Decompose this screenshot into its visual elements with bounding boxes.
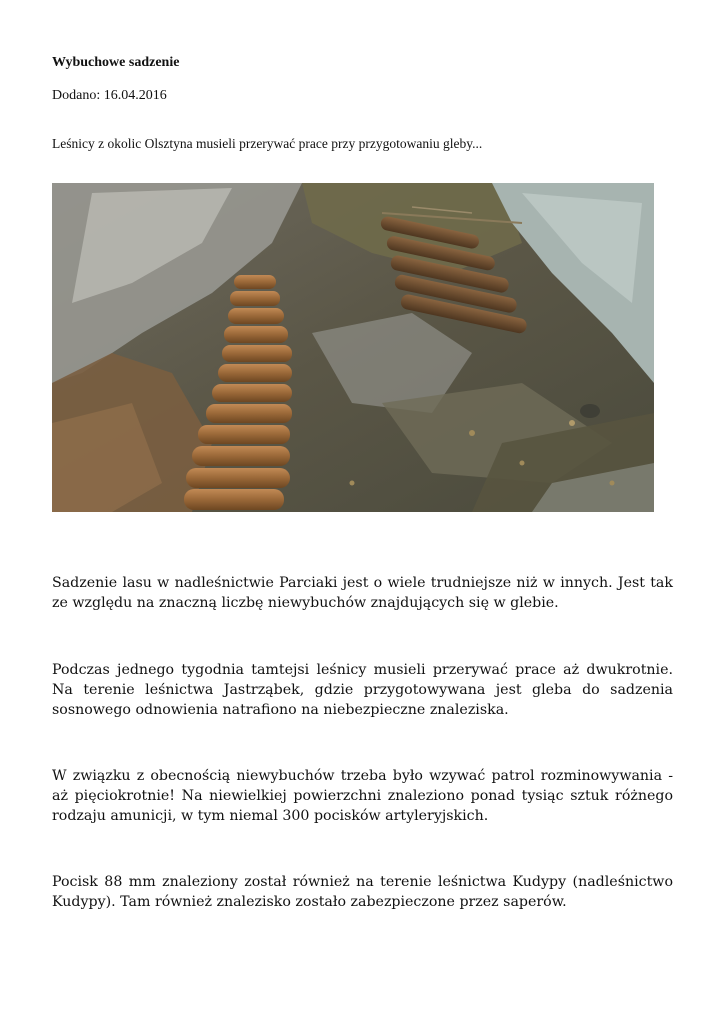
paragraph: Sadzenie lasu w nadleśnictwie Parciaki jest o wiele trudniejsze niż w innych. Jest tak ze względu na znaczną liczbę niewybuchów znajdujących się w glebie. (52, 575, 673, 611)
paragraph: W związku z obecnością niewybuchów trzeba było wzywać patrol rozminowywania - aż pięciokrotnie! Na niewielkiej powierzchni znaleziono ponad tysiąc sztuk różnego rodzaju amunicji, w tym niemal 300 pocisków artyleryjskich. (52, 768, 673, 824)
paragraph: Podczas jednego tygodnia tamtejsi leśnicy musieli przerywać prace aż dwukrotnie. Na terenie leśnictwa Jastrząbek, gdzie przygotowywana jest gleba do sadzenia sosnowego odnowienia natrafiono na niebezpieczne znaleziska. (52, 662, 673, 718)
publish-date: Dodano: 16.04.2016 (52, 88, 167, 103)
article-lead: Leśnicy z okolic Olsztyna musieli przerywać prace przy przygotowaniu gleby... (52, 136, 483, 151)
article-title: Wybuchowe sadzenie (52, 55, 180, 70)
paragraph: Pocisk 88 mm znaleziony został również na terenie leśnictwa Kudypy (nadleśnictwo Kudypy). Tam również znalezisko zostało zabezpieczone przez saperów. (52, 874, 673, 910)
article-photo (52, 183, 654, 512)
